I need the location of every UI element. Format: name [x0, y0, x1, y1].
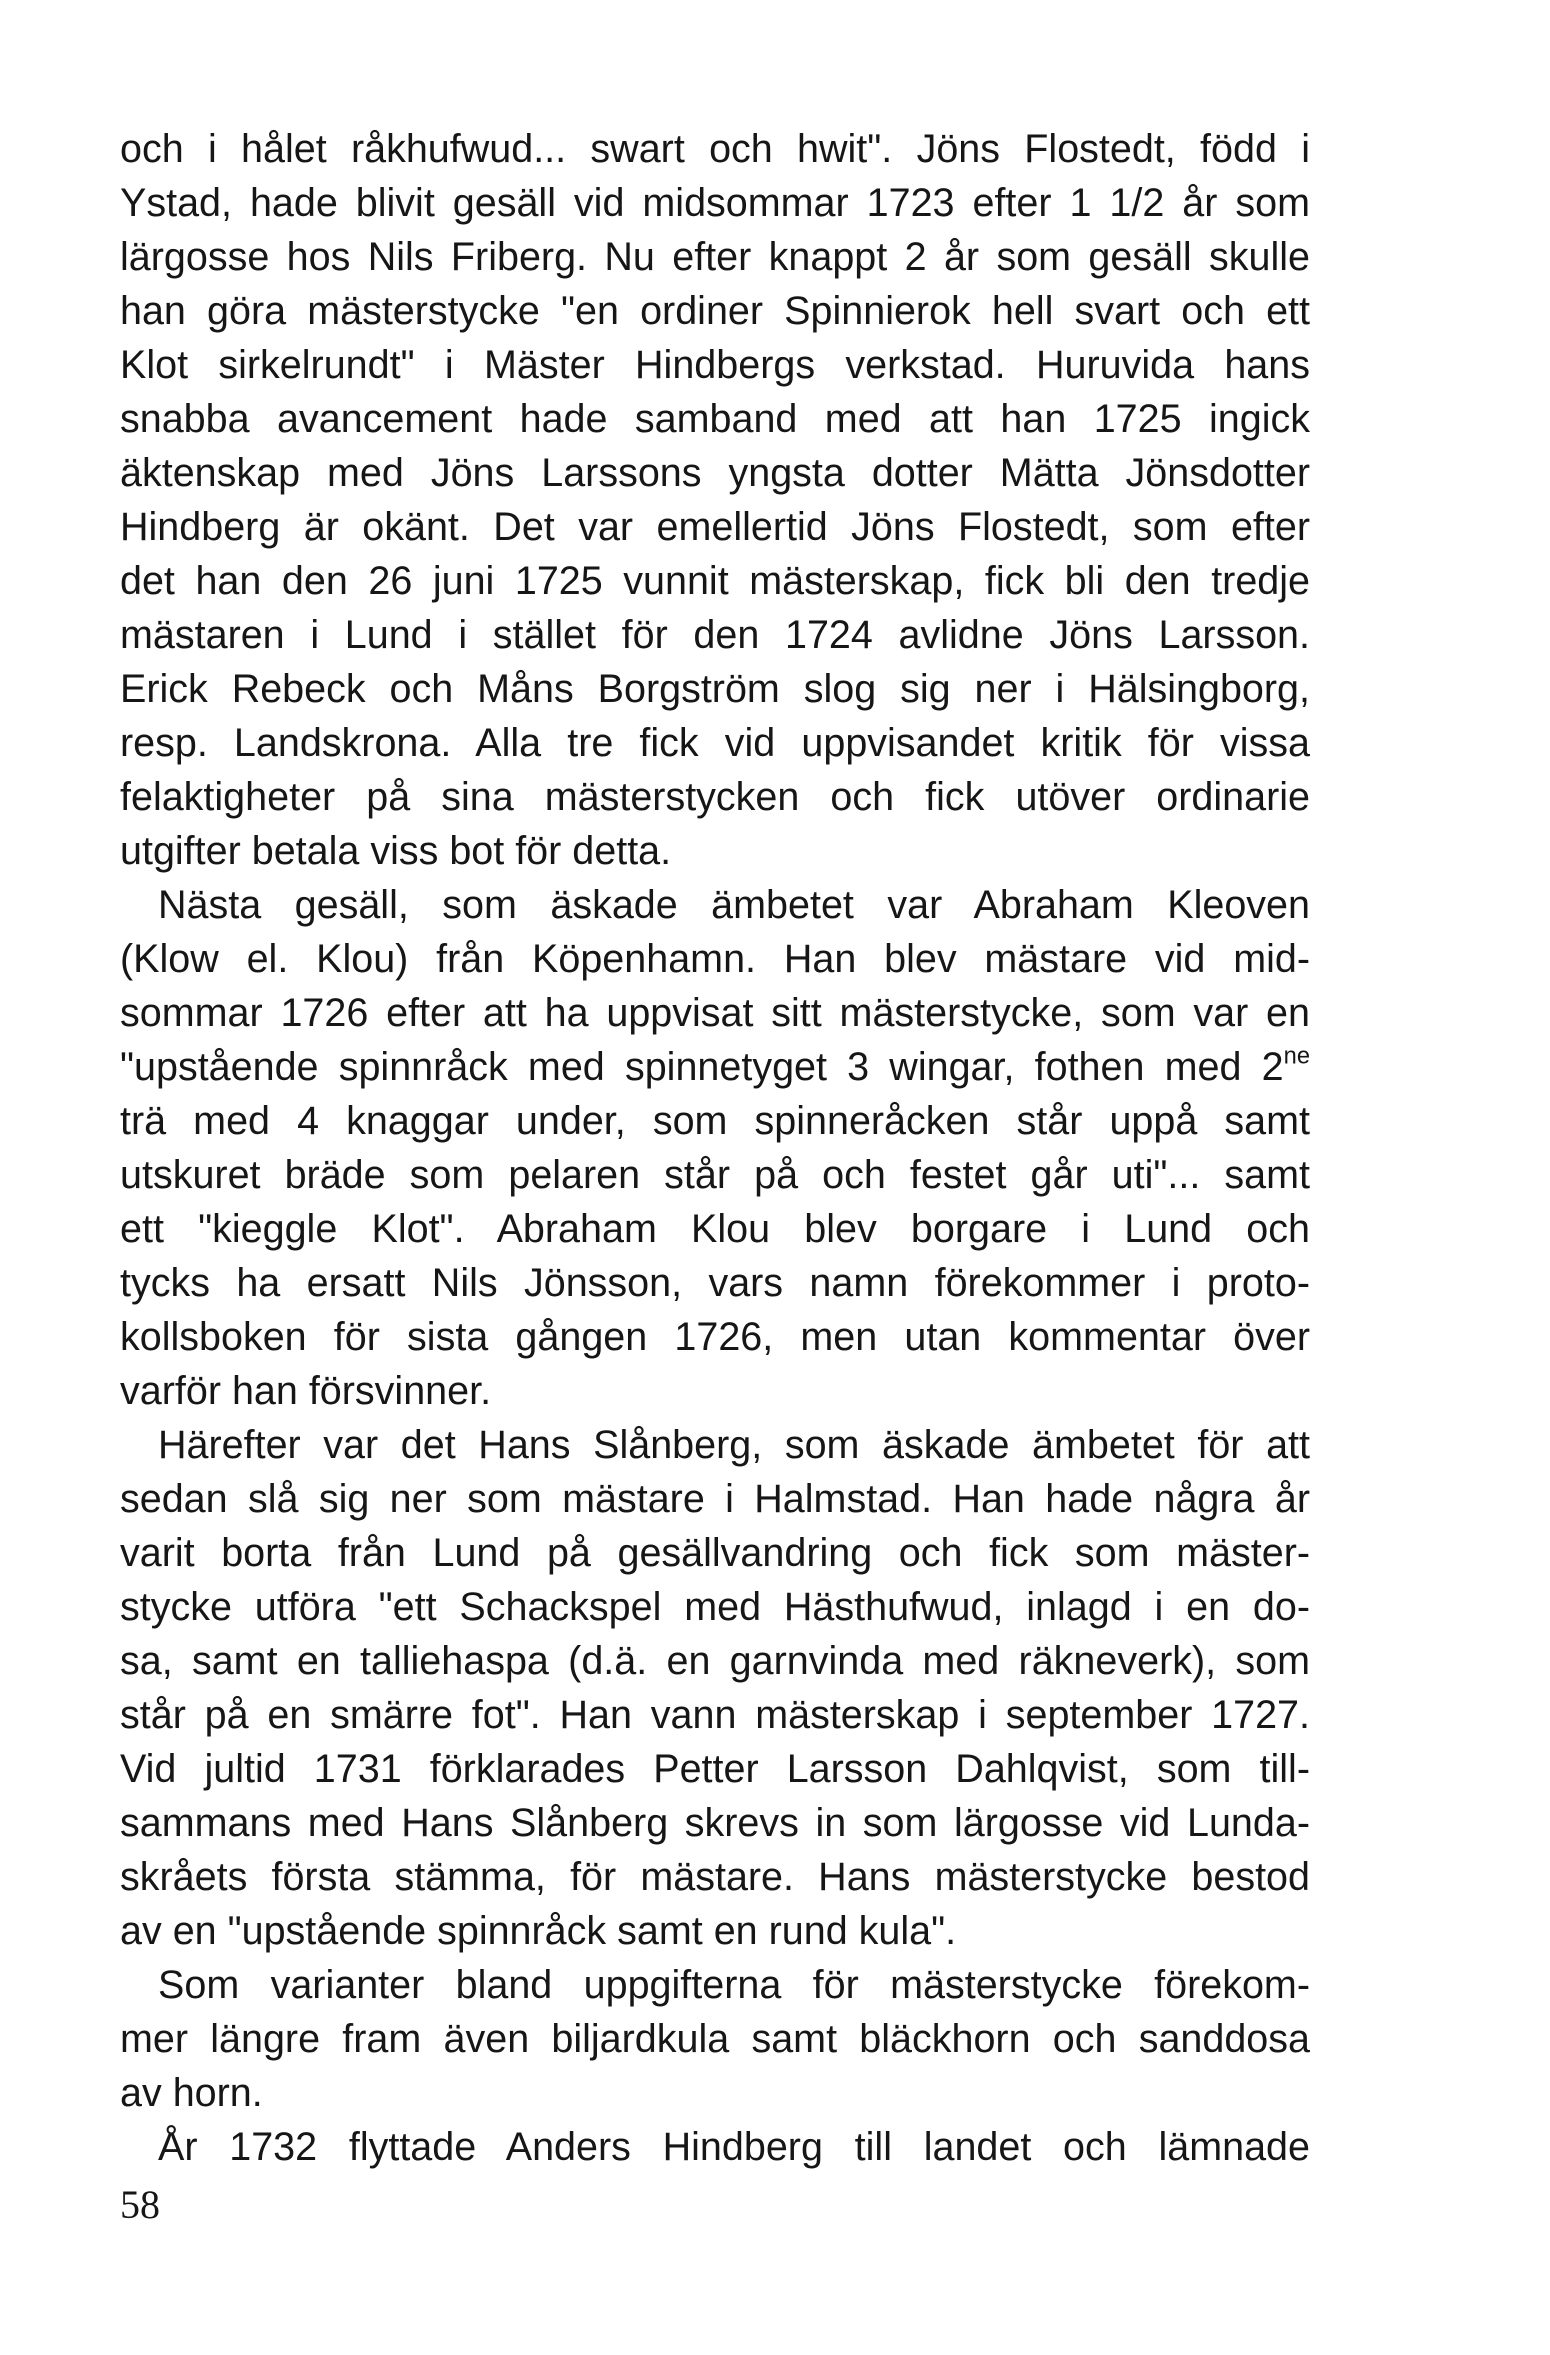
- text-line: lärgosse hos Nils Friberg. Nu efter knappt 2 år som gesäll skulle: [120, 235, 1310, 279]
- text-line: sa, samt en talliehaspa (d.ä. en garnvinda med räkneverk), som: [120, 1639, 1310, 1683]
- text-line: Härefter var det Hans Slånberg, som äskade ämbetet för att: [158, 1423, 1310, 1467]
- text-line: felaktigheter på sina mästerstycken och fick utöver ordinarie: [120, 775, 1310, 819]
- body-text: [120, 122, 1310, 2174]
- text-line: och i hålet råkhufwud... swart och hwit". Jöns Flostedt, född i: [120, 127, 1310, 171]
- text-line: utgifter betala viss bot för detta.: [120, 829, 672, 873]
- text-line: trä med 4 knaggar under, som spinneråcken står uppå samt: [120, 1099, 1310, 1143]
- text-line: äktenskap med Jöns Larssons yngsta dotter Mätta Jönsdotter: [120, 451, 1310, 495]
- text-line: tycks ha ersatt Nils Jönsson, vars namn förekommer i proto-: [120, 1261, 1310, 1305]
- text-line: sammans med Hans Slånberg skrevs in som lärgosse vid Lunda-: [120, 1801, 1310, 1845]
- text-line: skråets första stämma, för mästare. Hans mästerstycke bestod: [120, 1855, 1310, 1899]
- text-line: mer längre fram även biljardkula samt bläckhorn och sanddosa: [120, 2017, 1310, 2061]
- text-line: snabba avancement hade samband med att han 1725 ingick: [120, 397, 1310, 441]
- text-line: Nästa gesäll, som äskade ämbetet var Abraham Kleoven: [158, 883, 1310, 927]
- text-line: utskuret bräde som pelaren står på och festet går uti"... samt: [120, 1153, 1310, 1197]
- text-line: Erick Rebeck och Måns Borgström slog sig ner i Hälsingborg,: [120, 667, 1310, 711]
- text-line: står på en smärre fot". Han vann mästerskap i september 1727.: [120, 1693, 1310, 1737]
- text-line: År 1732 flyttade Anders Hindberg till landet och lämnade: [158, 2125, 1310, 2169]
- text-line: kollsboken för sista gången 1726, men utan kommentar över: [120, 1315, 1310, 1359]
- text-line: Ystad, hade blivit gesäll vid midsommar 1723 efter 1 1/2 år som: [120, 181, 1310, 225]
- line-text: "upstående spinnråck med spinnetyget 3 wingar, fothen med 2: [120, 1045, 1284, 1089]
- text-line: av en "upstående spinnråck samt en rund kula".: [120, 1909, 957, 1953]
- text-line: Vid jultid 1731 förklarades Petter Larsson Dahlqvist, som till-: [120, 1747, 1310, 1791]
- text-line: det han den 26 juni 1725 vunnit mästerskap, fick bli den tredje: [120, 559, 1310, 603]
- page-number: 58: [120, 2182, 160, 2227]
- text-line: han göra mästerstycke "en ordiner Spinnierok hell svart och ett: [120, 289, 1310, 333]
- text-line: varit borta från Lund på gesällvandring och fick som mäster-: [120, 1531, 1310, 1575]
- text-line: Som varianter bland uppgifterna för mästerstycke förekom-: [158, 1963, 1310, 2007]
- text-line: Klot sirkelrundt" i Mäster Hindbergs verkstad. Huruvida hans: [120, 343, 1310, 387]
- text-line: Hindberg är okänt. Det var emellertid Jöns Flostedt, som efter: [120, 505, 1310, 549]
- text-line: av horn.: [120, 2071, 263, 2115]
- text-line: sommar 1726 efter att ha uppvisat sitt mästerstycke, som var en: [120, 991, 1310, 1035]
- text-line: resp. Landskrona. Alla tre fick vid uppvisandet kritik för vissa: [120, 721, 1310, 765]
- superscript: ne: [1283, 1043, 1310, 1070]
- text-line: stycke utföra "ett Schackspel med Hästhufwud, inlagd i en do-: [120, 1585, 1310, 1629]
- text-line: ett "kieggle Klot". Abraham Klou blev borgare i Lund och: [120, 1207, 1310, 1251]
- text-line-with-superscript: [120, 1040, 1310, 1094]
- text-line: (Klow el. Klou) från Köpenhamn. Han blev mästare vid mid-: [120, 937, 1310, 981]
- text-line: sedan slå sig ner som mästare i Halmstad. Han hade några år: [120, 1477, 1310, 1521]
- text-line: varför han försvinner.: [120, 1369, 492, 1413]
- text-line: mästaren i Lund i stället för den 1724 avlidne Jöns Larsson.: [120, 613, 1310, 657]
